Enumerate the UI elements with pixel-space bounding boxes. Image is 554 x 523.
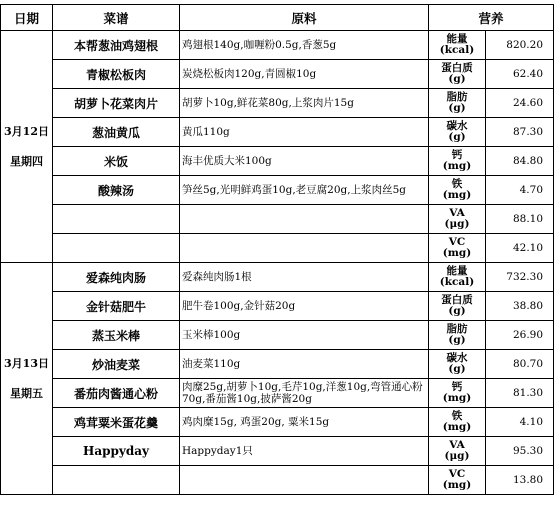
header-dish: 菜谱 <box>53 5 180 31</box>
nutrient-value: 95.30 <box>486 437 554 466</box>
nutrient-unit: (mg) <box>442 479 472 491</box>
nutrient-label <box>429 234 486 263</box>
nutrient-unit: (g) <box>448 73 466 85</box>
dish-name <box>53 205 180 234</box>
ingredients-cell: 爱森纯肉肠1根 <box>180 263 429 292</box>
dish-name: 蒸玉米棒 <box>53 321 180 350</box>
nutrient-unit: (g) <box>448 102 466 114</box>
ingredients-cell: 胡萝卜10g,鲜花菜80g,上浆肉片15g <box>180 89 429 118</box>
ingredients-cell <box>180 234 429 263</box>
menu-row <box>1 263 554 292</box>
nutrient-name: 蛋白质 <box>441 61 473 74</box>
nutrient-label <box>429 350 486 379</box>
date-label: 3月13日 <box>4 356 49 370</box>
menu-row <box>1 437 554 466</box>
dish-name: 胡萝卜花菜肉片 <box>53 89 180 118</box>
nutrient-label <box>429 408 486 437</box>
header-ingredients: 原料 <box>180 5 429 31</box>
nutrient-value: 62.40 <box>486 60 554 89</box>
nutrient-value: 732.30 <box>486 263 554 292</box>
nutrient-value: 4.70 <box>486 176 554 205</box>
dish-name: Happyday <box>53 437 180 466</box>
ingredients-cell <box>180 466 429 495</box>
nutrient-value: 4.10 <box>486 408 554 437</box>
nutrient-label <box>429 31 486 60</box>
dish-name: 葱油黄瓜 <box>53 118 180 147</box>
weekday-label: 星期五 <box>10 386 43 400</box>
nutrient-name: 能量 <box>446 32 468 45</box>
nutrient-value: 88.10 <box>486 205 554 234</box>
ingredients-cell: 玉米棒100g <box>180 321 429 350</box>
nutrient-label <box>429 147 486 176</box>
dish-name: 炒油麦菜 <box>53 350 180 379</box>
nutrient-label <box>429 205 486 234</box>
nutrient-unit: (kcal) <box>439 276 475 288</box>
menu-row <box>1 292 554 321</box>
nutrient-name: 能量 <box>446 264 468 277</box>
menu-row <box>1 176 554 205</box>
ingredients-cell: 鸡肉糜15g, 鸡蛋20g, 粟米15g <box>180 408 429 437</box>
nutrient-unit: (g) <box>448 131 466 143</box>
menu-row <box>1 234 554 263</box>
nutrient-name: 钙 <box>451 380 463 393</box>
menu-row <box>1 205 554 234</box>
nutrient-value: 80.70 <box>486 350 554 379</box>
nutrient-unit: (μg) <box>444 450 470 462</box>
nutrient-unit: (μg) <box>444 218 470 230</box>
dish-name: 青椒松板肉 <box>53 60 180 89</box>
dish-name: 酸辣汤 <box>53 176 180 205</box>
nutrient-label <box>429 379 486 408</box>
menu-row <box>1 118 554 147</box>
nutrient-unit: (mg) <box>442 392 472 404</box>
dish-name: 鸡茸粟米蛋花羹 <box>53 408 180 437</box>
nutrient-value: 13.80 <box>486 466 554 495</box>
nutrient-value: 42.10 <box>486 234 554 263</box>
nutrient-name: 铁 <box>451 409 463 422</box>
nutrient-label <box>429 437 486 466</box>
nutrient-unit: (mg) <box>442 247 472 259</box>
nutrient-unit: (g) <box>448 305 466 317</box>
ingredients-cell: 鸡翅根140g,咖喱粉0.5g,香葱5g <box>180 31 429 60</box>
ingredients-cell: 肥牛卷100g,金针菇20g <box>180 292 429 321</box>
nutrient-unit: (kcal) <box>439 44 475 56</box>
nutrient-value: 820.20 <box>486 31 554 60</box>
nutrient-label <box>429 321 486 350</box>
header-date: 日期 <box>1 5 53 31</box>
nutrient-unit: (g) <box>448 363 466 375</box>
nutrient-value: 81.30 <box>486 379 554 408</box>
ingredients-cell: 肉糜25g,胡萝卜10g,毛芹10g,洋葱10g,弯管通心粉70g,番茄酱10g,披萨酱20g <box>180 379 429 408</box>
ingredients-cell: 笋丝5g,光明鲜鸡蛋10g,老豆腐20g,上浆肉丝5g <box>180 176 429 205</box>
nutrient-label <box>429 263 486 292</box>
nutrient-value: 26.90 <box>486 321 554 350</box>
nutrient-label <box>429 60 486 89</box>
nutrient-name: 碳水 <box>446 351 468 364</box>
nutrient-name: 碳水 <box>446 119 468 132</box>
nutrient-value: 87.30 <box>486 118 554 147</box>
nutrient-unit: (g) <box>448 334 466 346</box>
nutrient-name: VA <box>449 438 465 451</box>
dish-name: 番茄肉酱通心粉 <box>53 379 180 408</box>
menu-table <box>0 4 554 495</box>
menu-body <box>1 31 554 495</box>
date-cell <box>1 263 53 495</box>
nutrient-label <box>429 89 486 118</box>
nutrient-name: VA <box>449 206 465 219</box>
menu-row <box>1 60 554 89</box>
menu-row <box>1 408 554 437</box>
nutrient-name: VC <box>448 467 466 480</box>
dish-name <box>53 466 180 495</box>
menu-row <box>1 466 554 495</box>
nutrient-name: 脂肪 <box>446 322 468 335</box>
header-row <box>1 5 554 31</box>
menu-row <box>1 89 554 118</box>
ingredients-cell: 油麦菜110g <box>180 350 429 379</box>
nutrient-name: VC <box>448 235 466 248</box>
ingredients-cell: 炭烧松板肉120g,青圆椒10g <box>180 60 429 89</box>
nutrient-unit: (mg) <box>442 189 472 201</box>
nutrient-value: 24.60 <box>486 89 554 118</box>
dish-name: 金针菇肥牛 <box>53 292 180 321</box>
nutrient-name: 钙 <box>451 148 463 161</box>
date-label: 3月12日 <box>4 124 49 138</box>
nutrient-unit: (mg) <box>442 421 472 433</box>
nutrient-label <box>429 118 486 147</box>
dish-name <box>53 234 180 263</box>
nutrient-unit: (mg) <box>442 160 472 172</box>
ingredients-cell: 海丰优质大米100g <box>180 147 429 176</box>
dish-name: 本帮葱油鸡翅根 <box>53 31 180 60</box>
nutrient-label <box>429 292 486 321</box>
ingredients-cell: Happyday1只 <box>180 437 429 466</box>
menu-row <box>1 31 554 60</box>
date-cell <box>1 31 53 263</box>
nutrient-value: 84.80 <box>486 147 554 176</box>
menu-row <box>1 147 554 176</box>
nutrient-name: 脂肪 <box>446 90 468 103</box>
menu-row <box>1 321 554 350</box>
nutrient-value: 38.80 <box>486 292 554 321</box>
menu-row <box>1 350 554 379</box>
dish-name: 爱森纯肉肠 <box>53 263 180 292</box>
menu-row <box>1 379 554 408</box>
dish-name: 米饭 <box>53 147 180 176</box>
nutrient-label <box>429 466 486 495</box>
ingredients-cell <box>180 205 429 234</box>
ingredients-cell: 黄瓜110g <box>180 118 429 147</box>
nutrient-label <box>429 176 486 205</box>
nutrient-name: 蛋白质 <box>441 293 473 306</box>
weekday-label: 星期四 <box>10 154 43 168</box>
nutrient-name: 铁 <box>451 177 463 190</box>
header-nutrition: 营养 <box>429 5 554 31</box>
